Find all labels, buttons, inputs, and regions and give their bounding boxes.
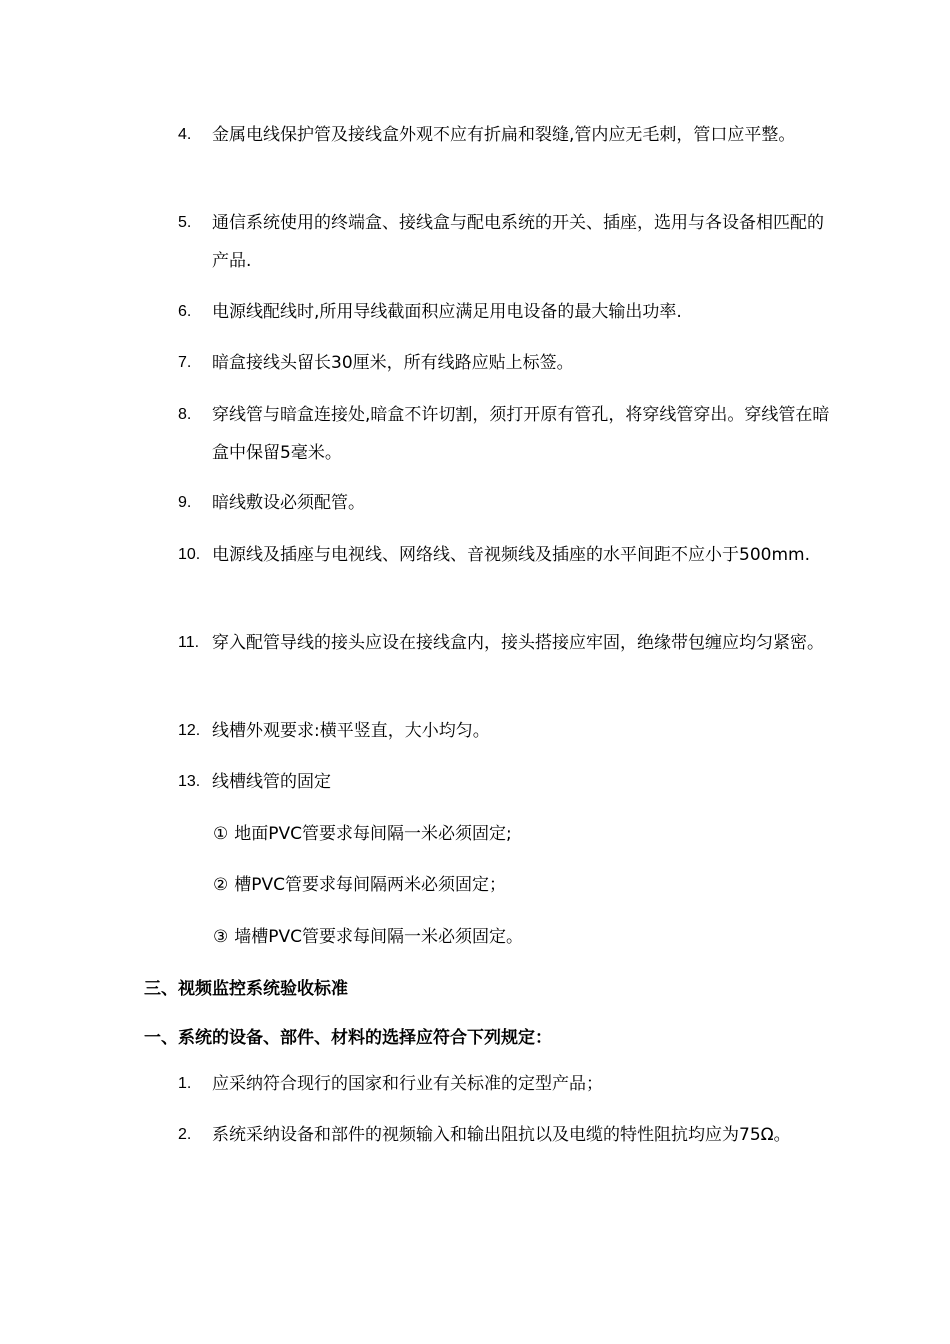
list-item: [178, 1065, 838, 1103]
list-text: 系统采纳设备和部件的视频输入和输出阻抗以及电缆的特性阻抗均应为75Ω。: [212, 1125, 791, 1145]
list-text: 线槽线管的固定: [212, 772, 331, 792]
list-number: 10.: [178, 546, 201, 563]
section-heading: 三、视频监控系统验收标准: [144, 979, 348, 999]
list-number: 4.: [178, 126, 192, 143]
list-text: 暗线敷设必须配管。: [212, 493, 365, 513]
list-item: [178, 204, 838, 280]
list-number: 6.: [178, 303, 192, 320]
list-text: 电源线配线时,所用导线截面积应满足用电设备的最大输出功率.: [212, 302, 682, 322]
list-number: 1.: [178, 1075, 192, 1092]
sub-heading: 一、系统的设备、部件、材料的选择应符合下列规定：: [144, 1028, 552, 1048]
list-text: 穿线管与暗盒连接处,暗盒不许切割，须打开原有管孔，将穿线管穿出。穿线管在暗盒中保留5毫米。: [212, 405, 830, 463]
list-number: 8.: [178, 406, 192, 423]
sub-list-text: 地面PVC管要求每间隔一米必须固定;: [234, 824, 512, 844]
list-item: [178, 712, 838, 750]
list-text: 通信系统使用的终端盒、接线盒与配电系统的开关、插座，选用与各设备相匹配的产品.: [212, 213, 824, 271]
sub-list-item: [213, 918, 813, 956]
list-text: 穿入配管导线的接头应设在接线盒内，接头搭接应牢固，绝缘带包缠应均匀紧密。: [212, 633, 824, 653]
list-number: 2.: [178, 1126, 192, 1143]
list-number: 12.: [178, 722, 201, 739]
list-text: 应采纳符合现行的国家和行业有关标准的定型产品；: [212, 1074, 603, 1094]
list-number: 5.: [178, 214, 192, 231]
sub-list-text: 槽PVC管要求每间隔两米必须固定；: [234, 875, 507, 895]
sub-list-item: [213, 866, 813, 904]
list-item: [178, 344, 838, 382]
list-text: 线槽外观要求:横平竖直，大小均匀。: [212, 721, 490, 741]
list-item: [178, 624, 838, 662]
circled-number: ③: [213, 927, 229, 947]
list-number: 7.: [178, 354, 192, 371]
list-number: 11.: [178, 634, 200, 651]
circled-number: ②: [213, 875, 229, 895]
list-number: 13.: [178, 773, 201, 790]
sub-list-item: [213, 815, 813, 853]
list-item: [178, 536, 838, 574]
circled-number: ①: [213, 824, 229, 844]
sub-list-text: 墙槽PVC管要求每间隔一米必须固定。: [234, 927, 524, 947]
list-item: [178, 396, 838, 472]
list-item: [178, 293, 838, 331]
list-item: [178, 763, 838, 801]
list-text: 电源线及插座与电视线、网络线、音视频线及插座的水平间距不应小于500mm.: [212, 545, 810, 565]
list-number: 9.: [178, 494, 192, 511]
list-item: [178, 484, 838, 522]
list-text: 暗盒接线头留长30厘米，所有线路应贴上标签。: [212, 353, 574, 373]
list-item: [178, 116, 838, 154]
list-item: [178, 1116, 838, 1154]
list-text: 金属电线保护管及接线盒外观不应有折扁和裂缝,管内应无毛刺，管口应平整。: [212, 125, 796, 145]
